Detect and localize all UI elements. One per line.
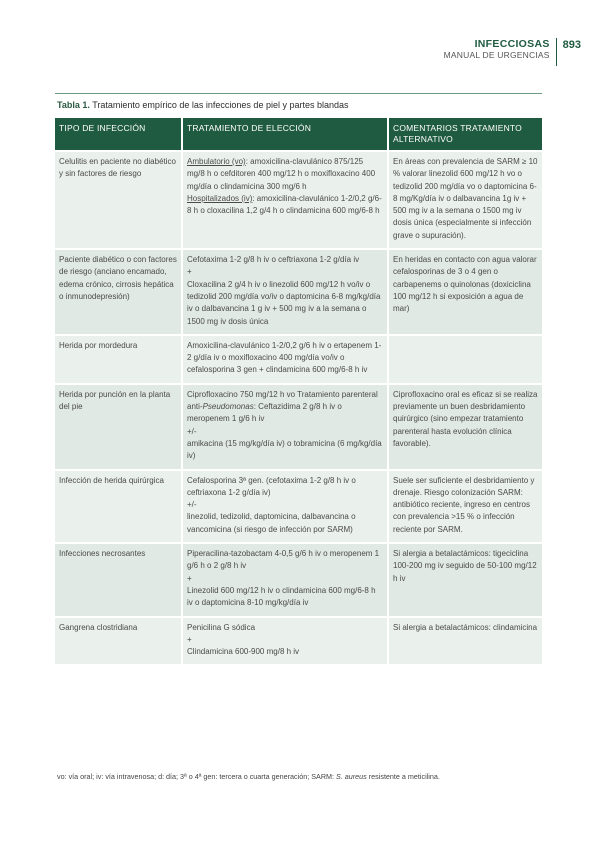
treatment-cell bbox=[182, 151, 388, 249]
treatment-line: Cloxacilina 2 g/4 h iv o linezolid 600 mg/12 h vo/iv o tedizolid 200 mg/día vo/iv o daptomicina 6-8 mg/kg/día iv o dalbavancina 1 g iv + 500 mg iv a la semana o 1500 mg iv dosis única bbox=[187, 279, 381, 326]
inpatient-label: Hospitalizados (iv) bbox=[187, 193, 253, 203]
treatment-line: Clindamicina 600-900 mg/8 h iv bbox=[187, 647, 300, 657]
treatment-line: amikacina (15 mg/kg/día iv) o tobramicina (6 mg/kg/día iv) bbox=[187, 438, 382, 461]
treatment-cell bbox=[182, 617, 388, 665]
table-top-rule bbox=[55, 93, 542, 94]
treatment-connector: +/- bbox=[187, 426, 197, 436]
comment-cell bbox=[388, 335, 542, 384]
treatment-table bbox=[55, 118, 542, 664]
table-caption-label: Tabla 1. bbox=[57, 100, 90, 110]
comment-cell: Si alergia a betalactámicos: clindamicina bbox=[388, 617, 542, 665]
table-header-row bbox=[55, 118, 542, 151]
treatment-line: Cefotaxima 1-2 g/8 h iv o ceftriaxona 1-2 g/día iv bbox=[187, 255, 360, 265]
treatment-cell bbox=[182, 543, 388, 616]
treatment-cell bbox=[182, 470, 388, 543]
treatment-line: Piperacilina-tazobactam 4-0,5 g/6 h iv o meropenem 1 g/6 h o 2 g/8 h iv bbox=[187, 549, 380, 571]
infection-type-cell: Celulitis en paciente no diabético y sin factores de riesgo bbox=[55, 151, 182, 249]
treatment-cell bbox=[182, 249, 388, 335]
column-header-comments: COMENTARIOS TRATAMIENTO ALTERNATIVO bbox=[388, 118, 542, 151]
outpatient-label: Ambulatorio (vo) bbox=[187, 157, 246, 166]
treatment-line bbox=[187, 389, 383, 426]
treatment-line: Penicilina G sódica bbox=[187, 622, 256, 632]
comment-cell: Suele ser suficiente el desbridamiento y drenaje. Riesgo colonización SARM: antibiótico reciente, ingreso en centros con prevalencia >15 % o infección reciente por SARM. bbox=[388, 470, 542, 543]
table-caption-text: Tratamiento empírico de las infecciones de piel y partes blandas bbox=[89, 100, 349, 110]
treatment-connector: + bbox=[187, 573, 192, 583]
infection-type-cell: Infección de herida quirúrgica bbox=[55, 470, 182, 543]
organism-name: Pseudomonas bbox=[202, 402, 254, 412]
footnote-text: vo: vía oral; iv: vía intravenosa; d: día; 3ª o 4ª gen: tercera o cuarta generación; SARM: bbox=[57, 772, 336, 781]
comment-cell: En heridas en contacto con agua valorar cefalosporinas de 3 o 4 gen o carbapenems o quinolonas (doxiciclina 100 mg/12 h si exposición a agua de mar) bbox=[388, 249, 542, 335]
infection-type-cell: Herida por mordedura bbox=[55, 335, 182, 384]
header-divider bbox=[556, 38, 557, 66]
footnote-text-end: resistente a meticilina. bbox=[366, 772, 440, 781]
running-header bbox=[444, 38, 581, 68]
treatment-connector: + bbox=[187, 634, 192, 644]
infection-type-cell: Herida por punción en la planta del pie bbox=[55, 384, 182, 470]
table-row bbox=[55, 335, 542, 384]
treatment-line: linezolid, tedizolid, daptomicina, dalbavancina o vancomicina (si riesgo de infección por SARM) bbox=[187, 512, 356, 534]
table-row bbox=[55, 384, 542, 470]
treatment-text: Ciprofloxacino 750 mg/12 h vo Tratamiento parenteral anti- bbox=[187, 389, 378, 412]
column-header-infection-type: TIPO DE INFECCIÓN bbox=[55, 118, 182, 151]
section-title: INFECCIOSAS bbox=[474, 38, 550, 50]
table-row bbox=[55, 249, 542, 335]
table-row bbox=[55, 151, 542, 249]
inpatient-text: : amoxicilina-clavulánico 1-2/0,2 g/6-8 h o cloxacilina 1,2 g/4 h o clindamicina 600 mg/6-8 h bbox=[187, 193, 382, 216]
comment-cell: En áreas con prevalencia de SARM ≥ 10 % valorar linezolid 600 mg/12 h vo o tedizolid 200 mg/día vo o daptomicina 6-8 mg/Kg/día iv o dalbavancina 1g iv + 500 mg iv a la semana o 1500 mg iv dosis única (especialmente si infección grave o supuración). bbox=[388, 151, 542, 249]
treatment-cell: Amoxicilina-clavulánico 1-2/0,2 g/6 h iv o ertapenem 1-2 g/día iv o moxifloxacino 400 mg/día vo/iv o cefalosporina 3 gen + clindamicina 600 mg/6-8 h iv bbox=[182, 335, 388, 384]
treatment-line: Linezolid 600 mg/12 h iv o clindamicina 600 mg/6-8 h iv o daptomicina 8-10 mg/kg/día iv bbox=[187, 585, 376, 608]
comment-cell: Ciprofloxacino oral es eficaz si se realiza previamente un buen desbridamiento quirúrgico (sino empezar tratamiento parenteral hasta evolución clínica favorable). bbox=[388, 384, 542, 470]
treatment-line: Cefalosporina 3ª gen. (cefotaxima 1-2 g/8 h iv o ceftriaxona 1-2 g/día iv) bbox=[187, 475, 356, 497]
treatment-connector: +/- bbox=[187, 500, 197, 510]
footnote-organism: S. aureus bbox=[336, 772, 367, 781]
table-caption bbox=[57, 100, 349, 110]
outpatient-text: : amoxicilina-clavulánico 875/125 mg/8 h o cefditoren 400 mg/12 h o moxifloxacino 400 mg/día o clindamicina 300 mg/6 h bbox=[187, 157, 376, 191]
treatment-text: : Ceftazidima 2 g/8 h iv o meropenem 1 g/6 h iv bbox=[187, 402, 342, 424]
column-header-treatment: TRATAMIENTO DE ELECCIÓN bbox=[182, 118, 388, 151]
infection-type-cell: Infecciones necrosantes bbox=[55, 543, 182, 616]
treatment-cell bbox=[182, 384, 388, 470]
table-footnote bbox=[57, 772, 544, 781]
page-number: 893 bbox=[562, 39, 581, 51]
infection-type-cell: Paciente diabético o con factores de riesgo (anciano encamado, edema crónico, cirrosis hepática o inmunodepresión) bbox=[55, 249, 182, 335]
book-title: MANUAL DE URGENCIAS bbox=[443, 50, 550, 60]
treatment-connector: + bbox=[187, 267, 192, 277]
table-row bbox=[55, 617, 542, 665]
infection-type-cell: Gangrena clostridiana bbox=[55, 617, 182, 665]
table-row bbox=[55, 470, 542, 543]
comment-cell: Si alergia a betalactámicos: tigeciclina 100-200 mg iv seguido de 50-100 mg/12 h iv bbox=[388, 543, 542, 616]
table-row bbox=[55, 543, 542, 616]
header-text bbox=[444, 38, 556, 61]
